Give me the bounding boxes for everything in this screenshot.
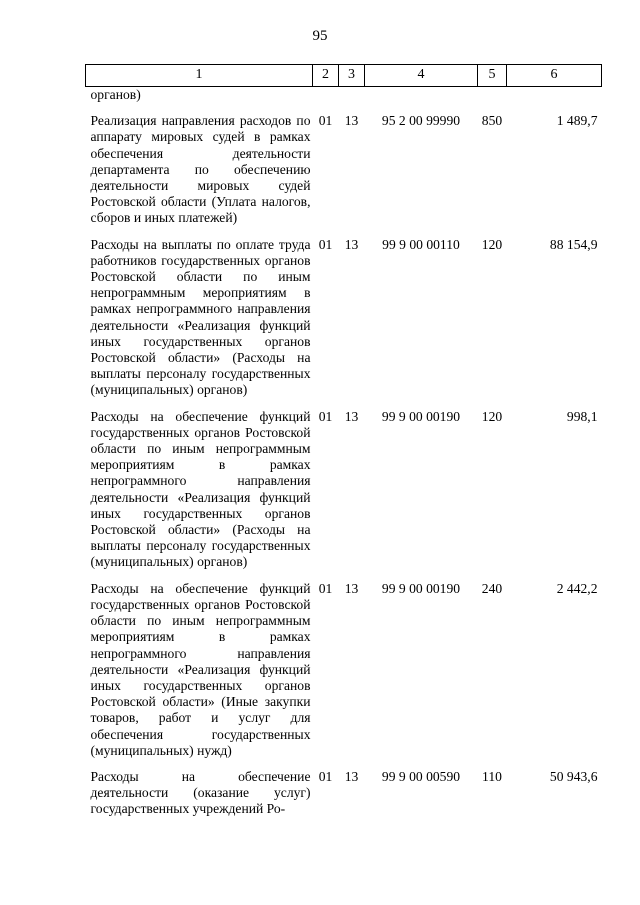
row-subsection: 13	[344, 113, 359, 129]
header-cell: 6	[507, 65, 602, 87]
row-target: 99 9 00 00110	[382, 236, 460, 252]
row-amount: 2 442,2	[556, 580, 598, 596]
row-section: 01	[318, 408, 333, 424]
budget-table	[85, 64, 602, 828]
header-cell: 4	[365, 65, 478, 87]
row-amount: 998,1	[566, 408, 598, 424]
row-target: 99 9 00 00190	[381, 580, 461, 596]
row-subsection: 13	[344, 408, 359, 424]
row-amount: 88 154,9	[549, 236, 598, 252]
row-name: Расходы на обеспечение функций государственных органов Ростовской области по иным непрограммным мероприятиям в рамках непрограммного направления деятельности «Реализация функций иных государственных органов Ростовской области» (Иные закупки товаров, работ и услуг для обеспечения государственных (муниципальных) нужд)	[90, 580, 311, 758]
row-section: 01	[318, 113, 333, 129]
row-amount: 50 943,6	[549, 768, 598, 784]
row-type: 110	[482, 768, 502, 784]
row-name: Расходы на обеспечение функций государственных органов Ростовской области по иным непрограммным мероприятиям в рамках непрограммного направления деятельности «Реализация функций иных государственных органов Ростовской области» (Расходы на выплаты персоналу государственных (муниципальных) органов)	[90, 408, 311, 570]
table-row	[86, 237, 602, 409]
row-name: Расходы на обеспечение деятельности (оказание услуг) государственных учреждений Ро-	[90, 768, 311, 817]
row-section: 01	[318, 768, 333, 784]
row-name: Расходы на выплаты по оплате труда работников государственных органов Ростовской области по иным непрограммным мероприятиям в рамках непрограммного направления деятельности «Реализация функций иных государственных органов Ростовской области» (Расходы на выплаты персоналу государственных (муниципальных) органов)	[90, 236, 311, 398]
row-amount: 1 489,7	[556, 113, 598, 129]
table-row	[86, 113, 602, 236]
row-type: 240	[481, 580, 503, 596]
row-type: 120	[481, 236, 503, 252]
row-target: 95 2 00 99990	[381, 113, 461, 129]
table-header-row	[86, 65, 602, 87]
row-type: 120	[481, 408, 503, 424]
header-cell: 3	[339, 65, 365, 87]
row-subsection: 13	[344, 768, 359, 784]
table-row	[86, 409, 602, 581]
continuation-row	[86, 87, 602, 114]
header-cell: 5	[478, 65, 507, 87]
table-row	[86, 581, 602, 769]
row-subsection: 13	[344, 580, 359, 596]
row-target: 99 9 00 00590	[381, 768, 461, 784]
row-subsection: 13	[344, 236, 359, 252]
continuation-text: органов)	[90, 87, 141, 102]
row-name: Реализация направления расходов по аппарату мировых судей в рамках обеспечения деятельности департамента по обеспечению деятельности мировых судей Ростовской области (Уплата налогов, сборов и иных платежей)	[90, 113, 311, 226]
row-section: 01	[318, 580, 333, 596]
row-section: 01	[318, 236, 333, 252]
header-cell: 2	[313, 65, 339, 87]
row-type: 850	[481, 113, 503, 129]
page-number: 95	[312, 28, 328, 44]
table-row	[86, 769, 602, 828]
header-cell: 1	[86, 65, 313, 87]
row-target: 99 9 00 00190	[381, 408, 461, 424]
